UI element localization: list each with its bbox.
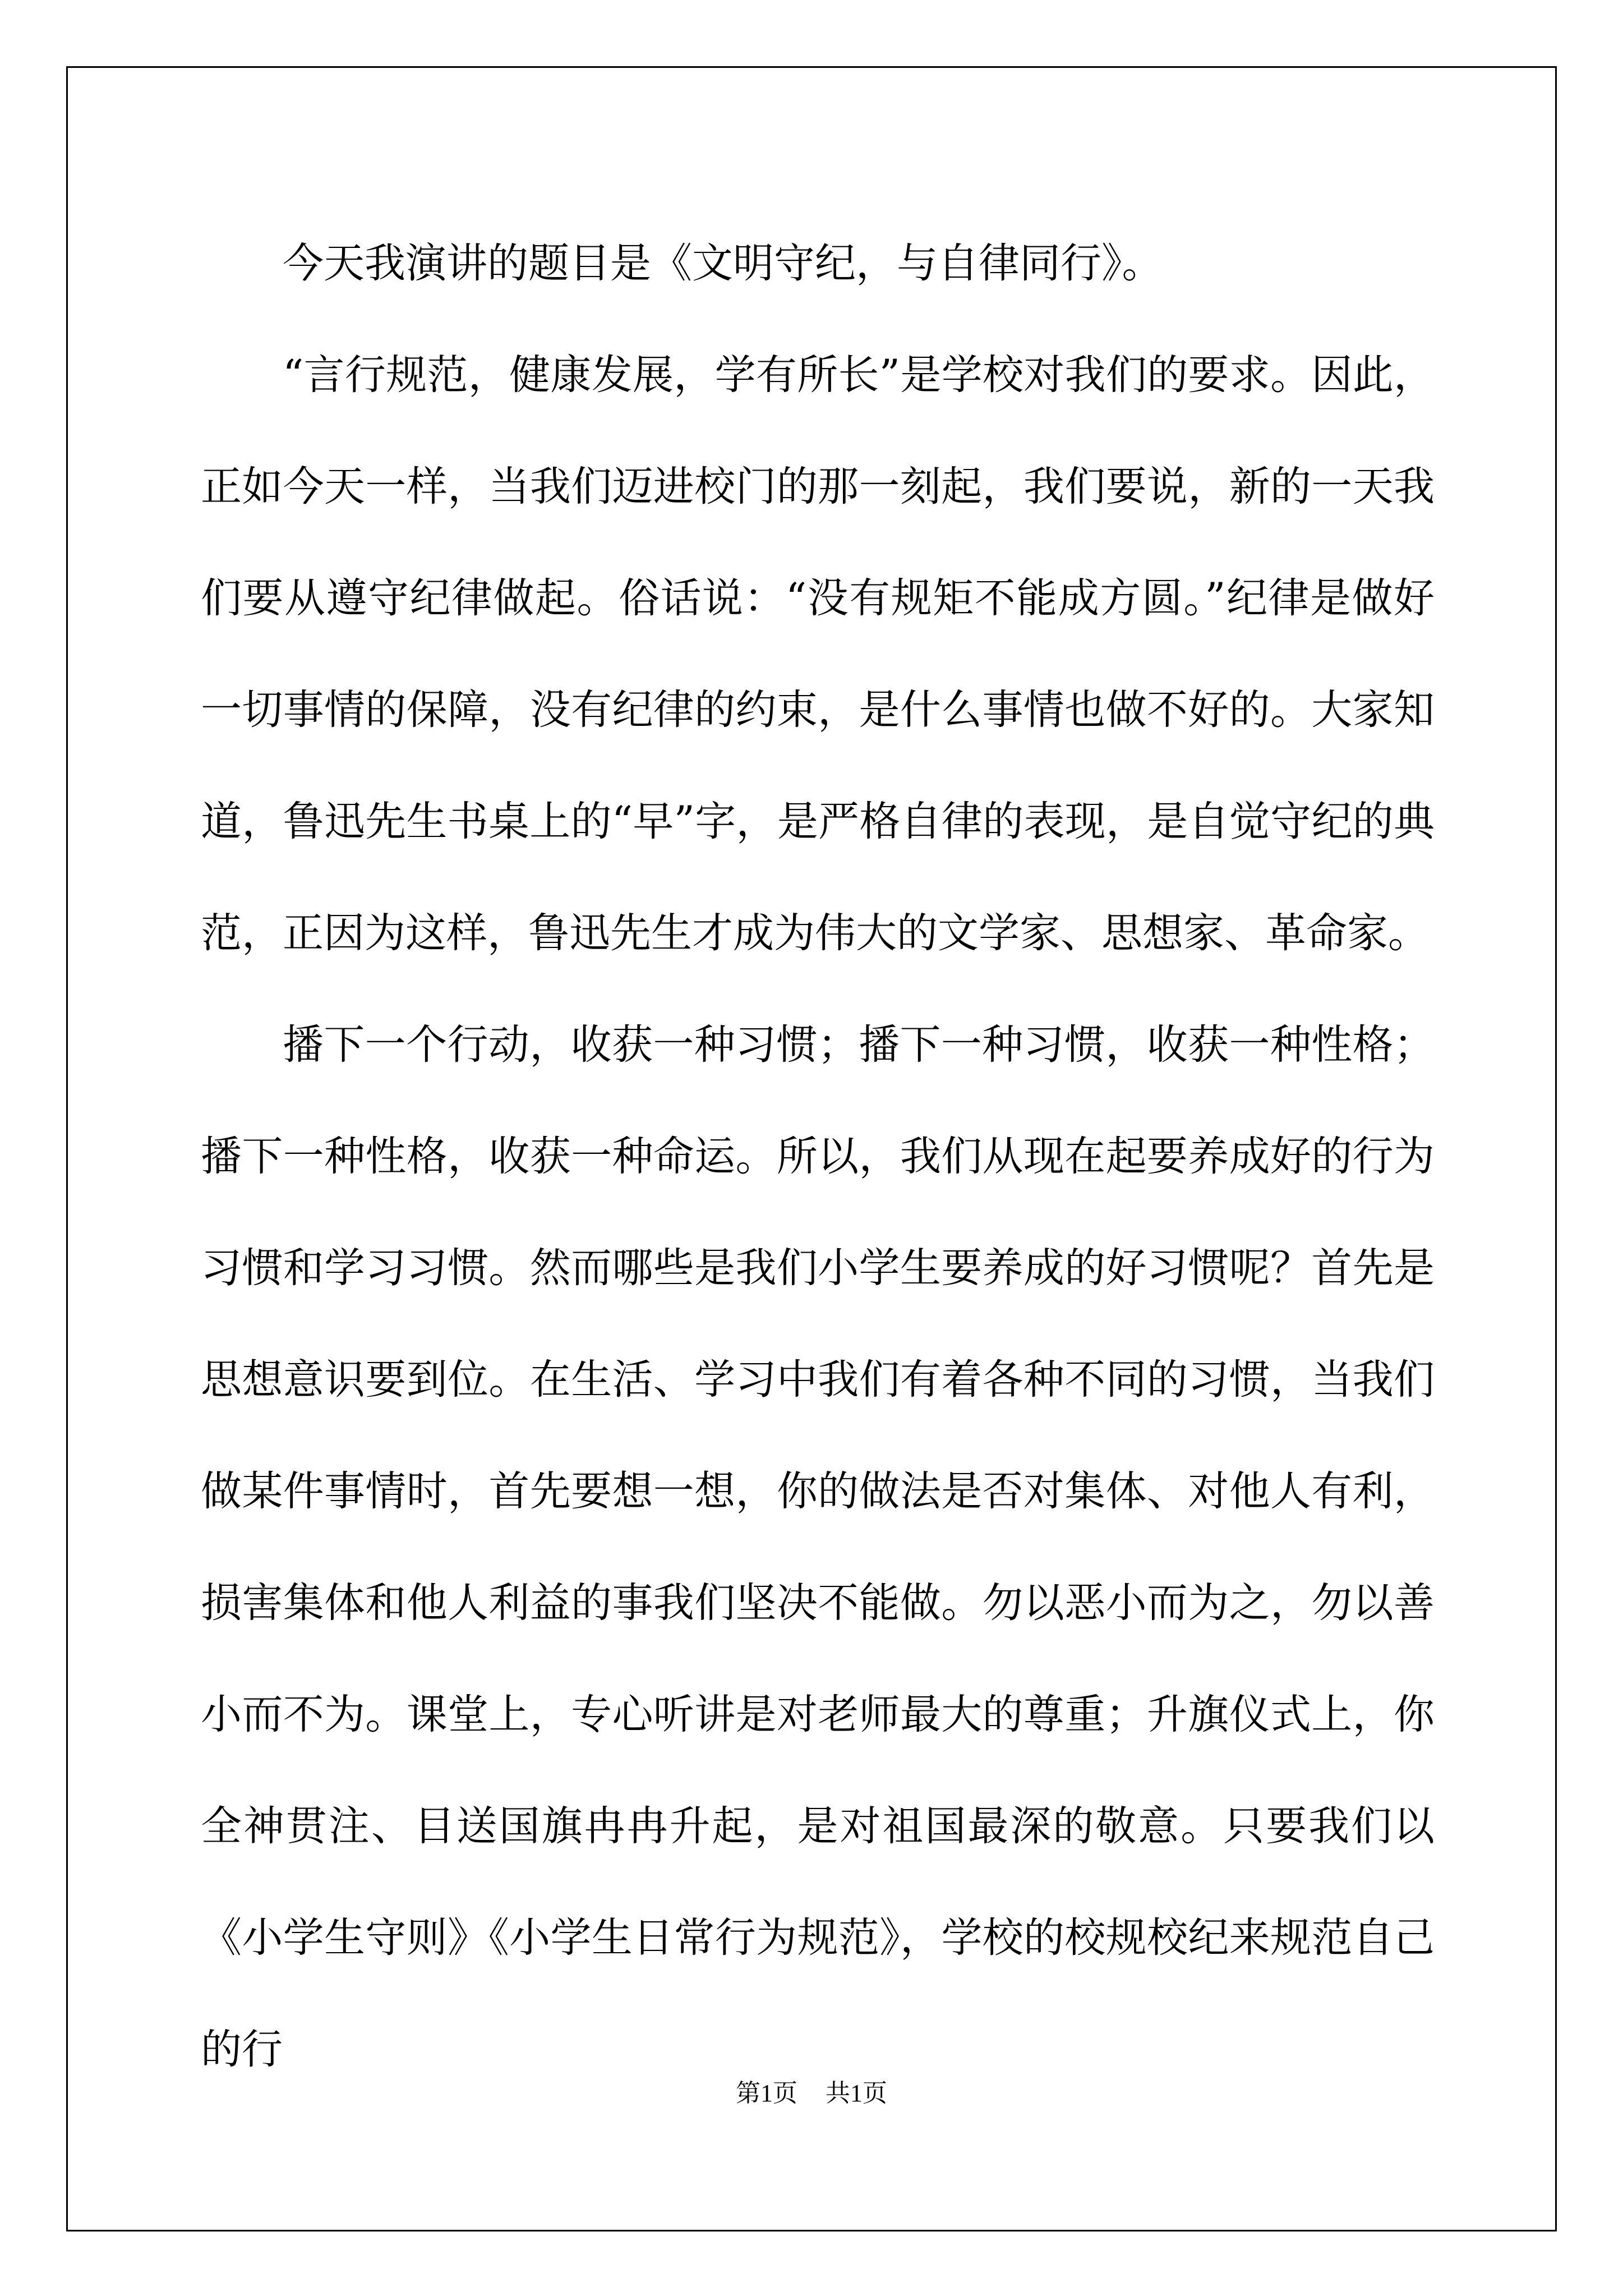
paragraph-2: “言行规范，健康发展，学有所长”是学校对我们的要求。因此，正如今天一样，当我们迈进校门的那一刻起，我们要说，新的一天我们要从遵守纪律做起。俗话说：“没有规矩不能成方圆。”纪律是做好一切事情的保障，没有纪律的约束，是什么事情也做不好的。大家知道，鲁迅先生书桌上的“早”字，是严格自律的表现，是自觉守纪的典范，正因为这样，鲁迅先生才成为伟大的文学家、思想家、革命家。 (201, 351, 1435, 957)
document-body (201, 208, 1435, 2105)
paragraph-1: 今天我演讲的题目是《文明守纪，与自律同行》。 (283, 240, 1163, 287)
page-footer (0, 2073, 1623, 2109)
page-number-current: 第1页 (736, 2079, 797, 2107)
paragraph-3: 播下一个行动，收获一种习惯；播下一种习惯，收获一种性格；播下一种性格，收获一种命运。所以，我们从现在起要养成好的行为习惯和学习习惯。然而哪些是我们小学生要养成的好习惯呢？首先是思想意识要到位。在生活、学习中我们有着各种不同的习惯，当我们做某件事情时，首先要想一想，你的做法是否对集体、对他人有利，损害集体和他人利益的事我们坚决不能做。勿以恶小而为之，勿以善小而不为。课堂上，专心听讲是对老师最大的尊重；升旗仪式上，你全神贯注、目送国旗冉冉升起，是对祖国最深的敬意。只要我们以《小学生守则》《小学生日常行为规范》，学校的校规校纪来规范自己的行 (201, 1021, 1435, 2073)
page-number-total: 共1页 (826, 2079, 887, 2107)
